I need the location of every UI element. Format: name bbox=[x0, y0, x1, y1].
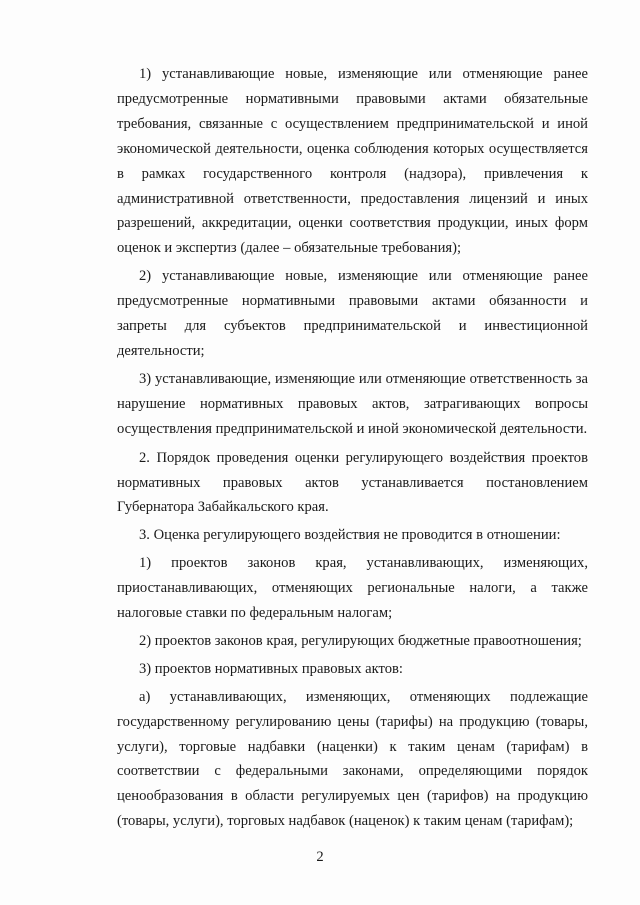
paragraph-item-2: 2) устанавливающие новые, изменяющие или отменяющие ранее предусмотренные нормативными правовыми актами обязанности и запреты для субъектов предпринимательской и инвестиционной деятельности; bbox=[117, 268, 588, 359]
paragraph-item-3: 3) устанавливающие, изменяющие или отменяющие ответственность за нарушение нормативных правовых актов, затрагивающих вопросы осуществления предпринимательской и иной экономической деятельности. bbox=[117, 370, 588, 437]
paragraph-item-1: 1) устанавливающие новые, изменяющие или отменяющие ранее предусмотренные нормативными правовыми актами обязательные требования, связанные с осуществлением предпринимательской и иной экономической деятельности, оценка соблюдения которых осуществляется в рамках государственного контроля (надзора), привлечения к административной ответственности, предоставления лицензий и иных разрешений, аккредитации, оценки соответствия продукции, иных форм оценок и экспертиз (далее – обязательные требования); bbox=[117, 66, 588, 257]
document-body bbox=[117, 62, 588, 837]
paragraph-section-3: 3. Оценка регулирующего воздействия не проводится в отношении: bbox=[139, 527, 561, 544]
paragraph-exception-1: 1) проектов законов края, устанавливающих, изменяющих, приостанавливающих, отменяющих региональные налоги, а также налоговые ставки по федеральным налогам; bbox=[117, 555, 588, 622]
paragraph-exception-2: 2) проектов законов края, регулирующих бюджетные правоотношения; bbox=[139, 632, 582, 649]
paragraph-exception-3a: а) устанавливающих, изменяющих, отменяющих подлежащие государственному регулированию цены (тарифы) на продукцию (товары, услуги), торговые надбавки (наценки) к таким ценам (тарифам) в соответствии с федеральными законами, определяющими порядок ценообразования в области регулируемых цен (тарифов) на продукцию (товары, услуги), торговых надбавок (наценок) к таким ценам (тарифам); bbox=[117, 688, 588, 830]
paragraph-exception-3: 3) проектов нормативных правовых актов: bbox=[139, 660, 403, 677]
page-number: 2 bbox=[316, 849, 324, 865]
paragraph-section-2: 2. Порядок проведения оценки регулирующего воздействия проектов нормативных правовых актов устанавливается постановлением Губернатора Забайкальского края. bbox=[117, 449, 588, 516]
